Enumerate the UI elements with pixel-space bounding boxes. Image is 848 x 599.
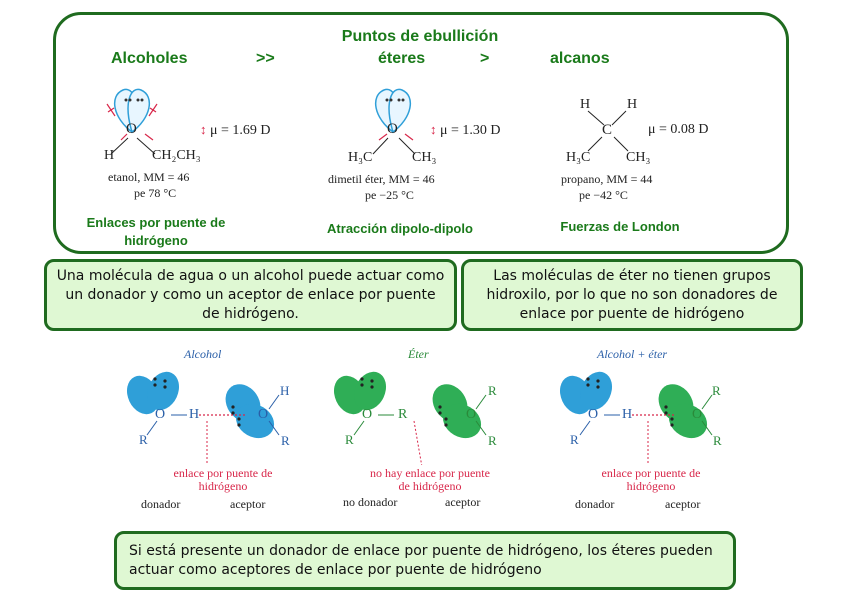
alcohol-title: Alcohol — [184, 347, 222, 361]
alcohol-h: H — [189, 407, 200, 422]
propane-force: Fuerzas de London — [560, 219, 680, 234]
ethanol-dipole — [200, 122, 271, 139]
ether-title: Éter — [408, 347, 429, 361]
alcohol-o2: O — [258, 407, 269, 422]
heading-alcoholes: Alcoholes — [111, 50, 188, 67]
mixed-donor: donador — [575, 497, 615, 511]
heading-gtgt: >> — [256, 50, 275, 67]
dimethyl-name: dimetil éter, MM = 46 — [328, 172, 435, 186]
dimethyl-o: O — [387, 121, 398, 137]
dimethyl-mu: μ = 1.30 D — [440, 123, 501, 138]
note-ether-no-donor: Las moléculas de éter no tienen grupos hidroxilo, por lo que no son donadores de enlace por puente de hidrógeno — [461, 259, 803, 331]
ether-donor: no donador — [343, 495, 398, 509]
alcohol-r1: R — [139, 432, 148, 447]
dimethyl-ch3: CH₃ — [412, 150, 437, 165]
mixed-acceptor: aceptor — [665, 497, 701, 511]
heading-eteres: éteres — [378, 50, 426, 67]
mixed-title: Alcohol + éter — [597, 347, 668, 361]
propane-h1: H — [580, 97, 591, 112]
alcohol-donor: donador — [141, 497, 181, 511]
note-ether-acceptor: Si está presente un donador de enlace por puente de hidrógeno, los éteres pueden actuar como aceptores de enlace por puente de hidrógeno — [114, 531, 736, 590]
ether-r1: R — [345, 432, 354, 447]
propane-bp: pe −42 °C — [579, 188, 628, 202]
ethanol-name: etanol, MM = 46 — [108, 170, 190, 184]
mixed-o2: O — [692, 407, 703, 422]
dimethyl-bp: pe −25 °C — [365, 188, 414, 202]
dimethyl-dipole — [430, 122, 501, 139]
ethanol-force: Enlaces por puente de hidrógeno — [86, 215, 226, 248]
alcohol-o1: O — [155, 407, 166, 422]
propane-mu: μ = 0.08 D — [648, 122, 709, 137]
mixed-r2: R — [712, 383, 721, 398]
mixed-r3: R — [713, 433, 722, 448]
ether-acceptor: aceptor — [445, 495, 481, 509]
dimethyl-force: Atracción dipolo-dipolo — [327, 221, 473, 236]
ether-r-mid: R — [398, 407, 408, 422]
mixed-r1: R — [570, 432, 579, 447]
propane-c: C — [602, 122, 613, 138]
ethanol-o: O — [126, 121, 137, 137]
ether-o1: O — [362, 407, 373, 422]
alcohol-bond-label: enlace por puente de hidrógeno — [173, 466, 273, 493]
ether-bond-label: no hay enlace por puente de hidrógeno — [370, 466, 490, 493]
ether-o2: O — [466, 407, 477, 422]
alcohol-acceptor: aceptor — [230, 497, 266, 511]
ether-r3: R — [488, 433, 497, 448]
note-alcohol-donor-acceptor: Una molécula de agua o un alcohol puede actuar como un donador y como un aceptor de enlace por puente de hidrógeno. — [44, 259, 457, 331]
mixed-bond-label: enlace por puente de hidrógeno — [601, 466, 701, 493]
alcohol-h2: H — [280, 383, 290, 398]
ether-diagram — [322, 365, 522, 465]
panel-title: Puntos de ebullición — [341, 28, 499, 45]
mixed-hbond-diagram — [548, 365, 748, 465]
ethanol-ch2ch3: CH₂CH₃ — [152, 148, 201, 163]
propane-name: propano, MM = 44 — [561, 172, 653, 186]
heading-gt: > — [480, 50, 490, 67]
propane-ch3: CH₃ — [626, 150, 651, 165]
mixed-o1: O — [588, 407, 599, 422]
dimethyl-h3c: H₃C — [348, 150, 373, 165]
ether-r2: R — [488, 383, 497, 398]
ethanol-bp: pe 78 °C — [134, 186, 177, 200]
ethanol-h: H — [104, 148, 115, 163]
propane-h2: H — [627, 97, 638, 112]
dipole-arrow-icon: ↕ — [200, 122, 207, 137]
heading-alcanos: alcanos — [550, 50, 610, 67]
dipole-arrow-icon: ↕ — [430, 122, 437, 137]
propane-h3c: H₃C — [566, 150, 591, 165]
mixed-h: H — [622, 407, 633, 422]
alcohol-hbond-diagram — [115, 365, 315, 465]
ethanol-mu: μ = 1.69 D — [210, 123, 271, 138]
alcohol-r2: R — [281, 433, 290, 448]
